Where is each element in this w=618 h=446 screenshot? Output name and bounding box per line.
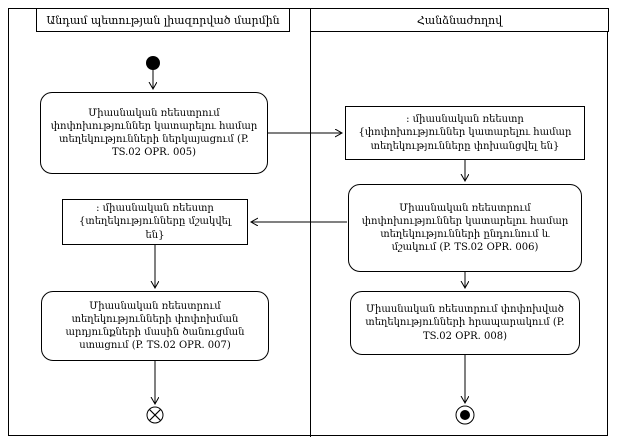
activity-receive-notification-label: Միասնական ռեեստրում տեղեկությունների փոփոխման արդյունքների մասին ծանուցման ստացում (P. TS.02 OPR. 007) bbox=[65, 300, 245, 352]
lane-divider bbox=[310, 8, 311, 437]
activity-submit-info bbox=[40, 92, 268, 174]
object-registry-processed-title: : միասնական ռեեստր bbox=[96, 203, 214, 215]
activity-publish-info-label: Միասնական ռեեստրում փոփոխված տեղեկությունների հրապարակում (P. TS.02 OPR. 008) bbox=[365, 304, 565, 342]
object-registry-transferred bbox=[345, 106, 585, 160]
lane-header-right bbox=[310, 8, 609, 32]
activity-receive-notification bbox=[41, 291, 269, 361]
lane-header-left bbox=[36, 8, 290, 32]
activity-publish-info bbox=[350, 291, 580, 355]
activity-receive-process-info bbox=[348, 184, 582, 272]
activity-receive-process-info-label: Միասնական ռեեստրում փոփոխություններ կատարելու համար տեղեկությունների ընդունում և մշակում (P. TS.02 OPR. 006) bbox=[361, 202, 569, 254]
object-registry-transferred-title: : միասնական ռեեստր bbox=[406, 114, 524, 126]
object-registry-processed bbox=[62, 199, 248, 245]
lane-title-left: Անդամ պետության լիազորված մարմին bbox=[46, 13, 280, 27]
activity-submit-info-label: Միասնական ռեեստրում փոփոխություններ կատարելու համար տեղեկությունների ներկայացում (P. TS.02 OPR. 005) bbox=[50, 107, 258, 159]
object-registry-transferred-state: {փոփոխություններ կատարելու համար տեղեկությունները փոխանցվել են} bbox=[358, 127, 572, 152]
lane-title-right: Հանձնաժողով bbox=[416, 13, 503, 27]
object-registry-processed-state: {տեղեկությունները մշակվել են} bbox=[79, 216, 231, 241]
